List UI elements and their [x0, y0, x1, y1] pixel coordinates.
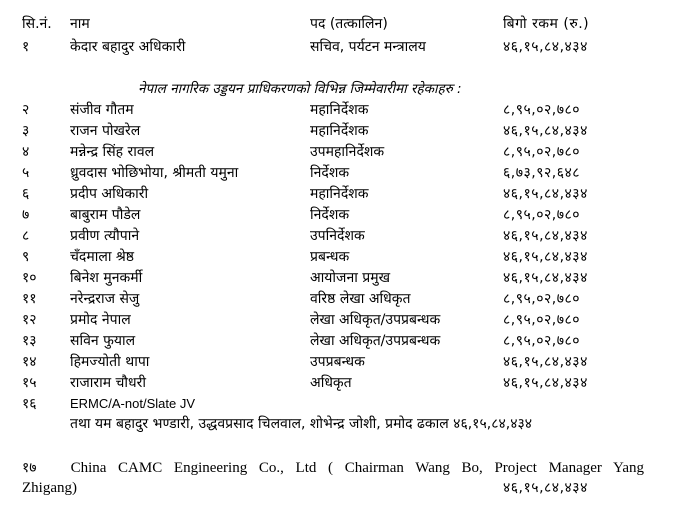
- table-row: [0, 142, 690, 162]
- row-amount: ८,९५,०२,७८०: [503, 291, 581, 307]
- row-sn: ७: [22, 207, 30, 223]
- row-name: हिमज्योती थापा: [70, 354, 150, 370]
- row-name: प्रवीण त्यौपाने: [70, 228, 140, 244]
- row-amount: ४६,१५,८४,४३४: [503, 480, 588, 496]
- row-amount: ४६,१५,८४,४३४: [503, 186, 588, 202]
- table-row: [0, 226, 690, 246]
- row-sn: १२: [22, 312, 37, 328]
- row-post: आयोजना प्रमुख: [310, 270, 391, 286]
- row-name: बिनेश मुनकर्मी: [70, 270, 143, 286]
- row-sn: ६: [22, 186, 30, 202]
- table-row: [0, 247, 690, 267]
- row-post: लेखा अधिकृत/उपप्रबन्धक: [310, 333, 441, 349]
- table-row-continuation: [0, 478, 690, 498]
- row-name: प्रदीप अधिकारी: [70, 186, 149, 202]
- table-row: [0, 289, 690, 309]
- row-amount: ८,९५,०२,७८०: [503, 102, 581, 118]
- table-row: [0, 268, 690, 288]
- table-row: [0, 163, 690, 183]
- subheading-text: नेपाल नागरिक उड्डयन प्राधिकरणको विभिन्न जिम्मेवारीमा रहेकाहरु :: [138, 81, 462, 97]
- row-post: वरिष्ठ लेखा अधिकृत: [310, 291, 411, 307]
- row-sn: ५: [22, 165, 30, 181]
- table-row: [0, 37, 690, 57]
- row-name: संजीव गौतम: [70, 102, 134, 118]
- row-post: महानिर्देशक: [310, 123, 369, 139]
- header-name: नाम: [70, 16, 90, 32]
- row-continuation: [0, 414, 690, 434]
- row-post: निर्देशक: [310, 165, 350, 181]
- row-post: उपमहानिर्देशक: [310, 144, 385, 160]
- row-amount: ४६,१५,८४,४३४: [503, 354, 588, 370]
- table-row: [0, 458, 690, 478]
- row-sn: १३: [22, 333, 37, 349]
- table-row: [0, 100, 690, 120]
- row-amount: ४६,१५,८४,४३४: [503, 123, 588, 139]
- row-post: प्रबन्धक: [310, 249, 350, 265]
- row-amount: ४६,१५,८४,४३४: [503, 39, 588, 55]
- row-amount: ४६,१५,८४,४३४: [503, 249, 588, 265]
- row-sn: ८: [22, 228, 30, 244]
- section-subheading: [0, 79, 690, 99]
- row-amount: ४६,१५,८४,४३४: [503, 270, 588, 286]
- row-sn: १५: [22, 375, 37, 391]
- row-name: केदार बहादुर अधिकारी: [70, 39, 186, 55]
- table-row: [0, 331, 690, 351]
- table-row: [0, 205, 690, 225]
- row-post: महानिर्देशक: [310, 102, 369, 118]
- row-name-line1: [22, 458, 644, 478]
- row-name: नरेन्द्रराज सेजु: [70, 291, 140, 307]
- header-post: पद (तत्कालिन): [310, 16, 388, 32]
- row-name: सविन फुयाल: [70, 333, 136, 349]
- row-post: महानिर्देशक: [310, 186, 369, 202]
- row-sn: १: [22, 39, 30, 55]
- row-post: उपप्रबन्धक: [310, 354, 365, 370]
- row-name: चँदमाला श्रेष्ठ: [70, 249, 135, 265]
- row-sn: १६: [22, 396, 37, 412]
- row-sn: ११: [22, 291, 37, 307]
- table-header: [0, 14, 690, 34]
- row-name-text: China CAMC Engineering Co., Ltd ( Chairman Wang Bo, Project Manager Yang: [70, 460, 644, 476]
- row-amount: ८,९५,०२,७८०: [503, 144, 581, 160]
- row-name: बाबुराम पौडेल: [70, 207, 141, 223]
- table-row: [0, 373, 690, 393]
- row-post: निर्देशक: [310, 207, 350, 223]
- row-post: लेखा अधिकृत/उपप्रबन्धक: [310, 312, 441, 328]
- row-name: ध्रुवदास भोछिभोया, श्रीमती यमुना: [70, 165, 239, 181]
- row-amount: ८,९५,०२,७८०: [503, 312, 581, 328]
- row-post: उपनिर्देशक: [310, 228, 365, 244]
- table-row: [0, 352, 690, 372]
- row-amount: ४६,१५,८४,४३४: [503, 375, 588, 391]
- row-name: राजाराम चौधरी: [70, 375, 147, 391]
- row-sn: १०: [22, 270, 37, 286]
- row-name: प्रमोद नेपाल: [70, 312, 131, 328]
- row-name: मन्नेन्द्र सिंह रावल: [70, 144, 155, 160]
- row-continuation-text: तथा यम बहादुर भण्डारी, उद्धवप्रसाद चिलवाल, शोभेन्द्र जोशी, प्रमोद ढकाल ४६,१५,८४,४३४: [70, 416, 533, 432]
- header-amount: बिगो रकम (रु.): [503, 16, 590, 32]
- header-sn: सि.नं.: [22, 16, 52, 32]
- row-sn: १४: [22, 354, 37, 370]
- row-name: ERMC/A-not/Slate JV: [70, 396, 195, 411]
- row-sn: ९: [22, 249, 30, 265]
- row-sn: ३: [22, 123, 30, 139]
- table-row: [0, 184, 690, 204]
- row-amount: ४६,१५,८४,४३४: [503, 228, 588, 244]
- row-name-line2: Zhigang): [22, 480, 77, 496]
- row-sn: ४: [22, 144, 30, 160]
- table-row: [0, 121, 690, 141]
- table-row: [0, 310, 690, 330]
- row-post: सचिव, पर्यटन मन्त्रालय: [310, 39, 426, 55]
- row-amount: ८,९५,०२,७८०: [503, 333, 581, 349]
- row-name: राजन पोखरेल: [70, 123, 141, 139]
- row-post: अधिकृत: [310, 375, 352, 391]
- row-amount: ६,७३,९२,६४८: [503, 165, 581, 181]
- table-row: [0, 394, 690, 414]
- row-sn: २: [22, 102, 30, 118]
- row-sn: १७: [22, 460, 37, 476]
- row-amount: ८,९५,०२,७८०: [503, 207, 581, 223]
